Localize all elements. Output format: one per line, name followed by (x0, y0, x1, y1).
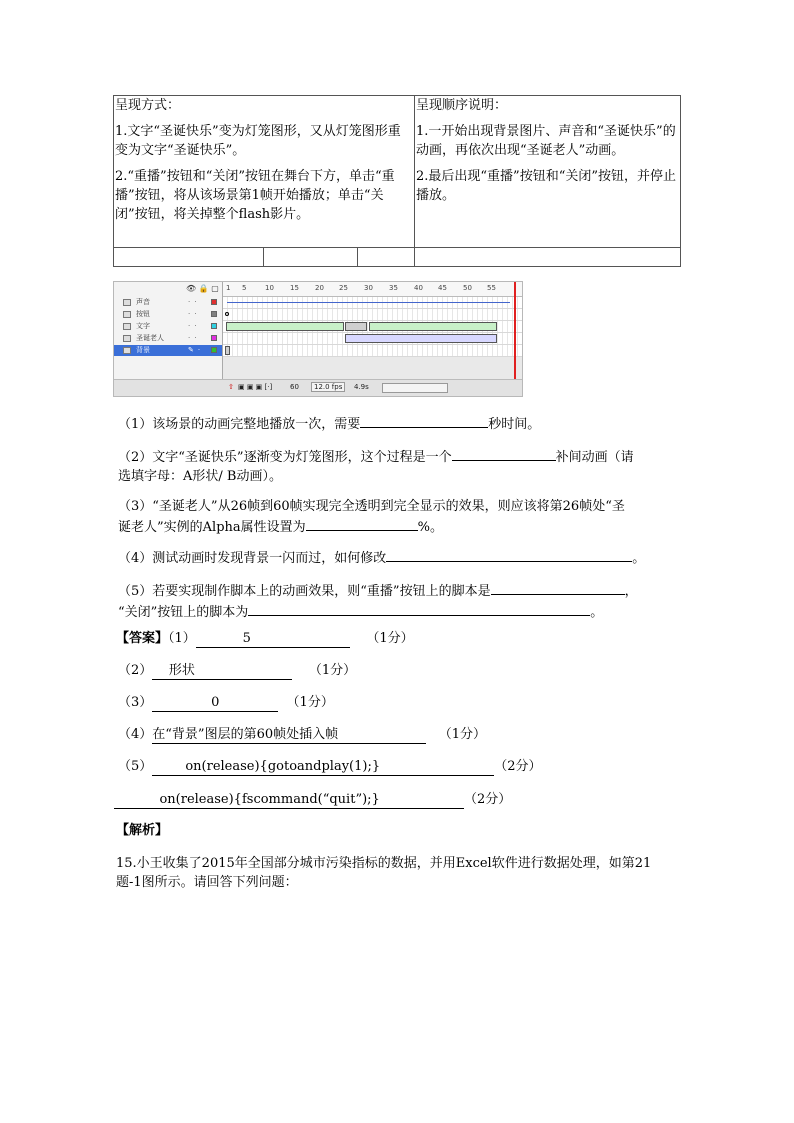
layer-row[interactable] (114, 333, 222, 344)
answer-6 (114, 790, 511, 809)
motion-tween-span (345, 334, 497, 343)
answer-value-text: 形状 (168, 663, 195, 678)
presentation-table (113, 95, 681, 267)
layer-color-swatch (211, 299, 217, 305)
layer-header-icons: 👁 🔒 ▢ (186, 284, 219, 293)
question-2 (118, 446, 678, 486)
frame-row-sound (223, 297, 522, 309)
layer-icon (123, 311, 131, 318)
answer-score: （1分） (438, 727, 486, 742)
answer-3 (118, 693, 334, 712)
question-1 (118, 413, 540, 434)
answer-blank (360, 413, 488, 428)
answer-1 (116, 629, 414, 648)
sound-wave (227, 302, 510, 303)
table-empty-cell (415, 248, 680, 266)
question-text: 秒时间。 (488, 417, 541, 432)
presentation-method-item-1: 1.文字“圣诞快乐”变为灯笼图形，又从灯笼图形重变为文字“圣诞快乐”。 (115, 124, 401, 158)
answer-number: （2） (118, 663, 153, 678)
answer-value (152, 759, 494, 776)
answer-blank (452, 446, 556, 461)
layer-color-swatch (211, 311, 217, 317)
answer-score: （1分） (366, 631, 414, 646)
answer-value-text: on(release){gotoandplay(1);} (185, 759, 381, 774)
question-text: 题-1图所示。请回答下列问题： (116, 875, 298, 890)
ruler-label: 45 (438, 284, 447, 292)
shape-tween-span (226, 322, 344, 331)
layer-dots: ·· (188, 310, 201, 318)
ruler-label: 20 (315, 284, 324, 292)
answer-blank (491, 580, 625, 595)
layer-color-swatch (211, 347, 217, 353)
question-text: （3）“圣诞老人”从26帧到60帧实现完全透明到完全显示的效果，则应该将第26帧处“圣 (118, 499, 625, 514)
table-empty-row (114, 248, 680, 266)
answer-value-text: 0 (211, 695, 220, 710)
frame-row-text (223, 321, 522, 333)
shape-tween-span (369, 322, 497, 331)
ruler-label: 35 (389, 284, 398, 292)
frame-ruler (223, 282, 522, 297)
answer-value-text: on(release){fscommand(“quit”);} (159, 792, 380, 807)
question-4 (118, 547, 645, 568)
question-text: 。 (632, 551, 646, 566)
table-empty-cell (264, 248, 358, 266)
answer-label: 【答案】 (116, 631, 169, 646)
layer-name: 背景 (136, 346, 150, 354)
presentation-method-item-2: 2.“重播”按钮和“关闭”按钮在舞台下方，单击“重播”按钮，将从该场景第1帧开始播放；单击“关闭”按钮，将关掉整个flash影片。 (115, 169, 395, 222)
elapsed-time: 4.9s (354, 383, 369, 391)
layer-dots: ·· (188, 334, 201, 342)
answer-value (152, 695, 278, 712)
answer-value (152, 727, 426, 744)
answer-score: （2分） (494, 759, 542, 774)
question-text: ， (624, 584, 638, 599)
table-empty-cell (358, 248, 415, 266)
ruler-label: 50 (463, 284, 472, 292)
answer-number: （3） (118, 695, 153, 710)
question-text: （2）文字“圣诞快乐”逐渐变为灯笼图形，这个过程是一个 (118, 450, 452, 465)
layer-row-selected[interactable] (114, 345, 222, 356)
layer-name: 文字 (136, 322, 150, 330)
horizontal-scrollbar[interactable] (382, 383, 448, 393)
frame-row-background (223, 345, 522, 357)
frame-grid[interactable] (223, 296, 522, 360)
presentation-order-header: 呈现顺序说明： (416, 98, 508, 113)
answer-2 (118, 661, 356, 680)
frame-row-buttons (223, 309, 522, 321)
presentation-method-header: 呈现方式： (115, 98, 181, 113)
presentation-order-cell (415, 96, 680, 247)
keyframe (225, 346, 230, 355)
answer-blank (306, 516, 418, 531)
layer-dots: ·· (188, 322, 201, 330)
question-text: （5）若要实现制作脚本上的动画效果，则“重播”按钮上的脚本是 (118, 584, 491, 599)
timeline-status-bar (114, 379, 522, 396)
keyframe (225, 312, 229, 316)
answer-score: （1分） (308, 663, 357, 678)
question-text: （4）测试动画时发现背景一闪而过，如何修改 (118, 551, 387, 566)
question-15 (116, 854, 686, 892)
answer-number: （4） (118, 727, 153, 742)
flash-timeline-screenshot (113, 281, 523, 397)
layer-icon (123, 347, 131, 354)
question-text: 选填字母：A形状/ B动画）。 (118, 469, 282, 484)
layer-dots: ·· (188, 298, 201, 306)
ruler-label: 5 (242, 284, 247, 292)
table-empty-cell (114, 248, 264, 266)
question-3 (118, 497, 678, 537)
question-text: %。 (417, 520, 443, 535)
answer-number: （1） (168, 631, 196, 646)
question-text: 15.小王收集了2015年全国部分城市污染指标的数据，并用Excel软件进行数据处理，如第21 (116, 856, 652, 871)
layer-row[interactable] (114, 297, 222, 308)
answer-value (114, 792, 464, 809)
answer-value (152, 663, 292, 680)
question-text: 诞老人”实例的Alpha属性设置为 (118, 520, 306, 535)
frame-row-santa (223, 333, 522, 345)
frame-rate[interactable]: 12.0 fps (311, 382, 345, 392)
answer-blank (386, 547, 632, 562)
answer-4 (118, 725, 486, 744)
layer-color-swatch (211, 323, 217, 329)
ruler-label: 1 (226, 284, 231, 292)
answer-score: （1分） (286, 695, 334, 710)
layer-row[interactable] (114, 321, 222, 332)
static-frames (345, 322, 367, 331)
ruler-label: 25 (339, 284, 348, 292)
onion-skin-icon[interactable]: ▣ ▣ ▣ [·] (238, 383, 273, 391)
presentation-method-cell (114, 96, 415, 247)
current-frame: 60 (290, 383, 299, 391)
question-text: “关闭”按钮上的脚本为 (118, 605, 249, 620)
layer-name: 声音 (136, 298, 150, 306)
question-text: 补间动画（请 (555, 450, 634, 465)
layer-icon (123, 299, 131, 306)
question-5 (118, 580, 688, 622)
presentation-order-item-1: 1.一开始出现背景图片、声音和“圣诞快乐”的动画，再依次出现“圣诞老人”动画。 (416, 124, 676, 158)
answer-blank (248, 601, 590, 616)
layer-name: 圣诞老人 (136, 334, 164, 342)
ruler-label: 10 (265, 284, 274, 292)
answer-5 (118, 757, 542, 776)
answer-score: （2分） (464, 792, 512, 807)
ruler-label: 30 (364, 284, 373, 292)
layer-row[interactable] (114, 309, 222, 320)
answer-number: （5） (118, 759, 153, 774)
layer-name: 按钮 (136, 310, 150, 318)
ruler-label: 40 (414, 284, 423, 292)
answer-value (196, 631, 350, 648)
layer-icon (123, 323, 131, 330)
answer-value-text: 在“背景”图层的第60帧处插入帧 (152, 727, 339, 742)
analysis-label: 【解析】 (116, 823, 169, 838)
ruler-label: 15 (290, 284, 299, 292)
layer-color-swatch (211, 335, 217, 341)
presentation-order-item-2: 2.最后出现“重播”按钮和“关闭”按钮，并停止播放。 (416, 169, 676, 203)
layer-dots: ✎· (188, 346, 205, 354)
question-text: （1）该场景的动画完整地播放一次，需要 (118, 417, 361, 432)
answer-value-text: 5 (242, 631, 251, 646)
question-text: 。 (590, 605, 604, 620)
ruler-label: 55 (487, 284, 496, 292)
marker-icon: ⇧ (228, 383, 234, 391)
layer-icon (123, 335, 131, 342)
